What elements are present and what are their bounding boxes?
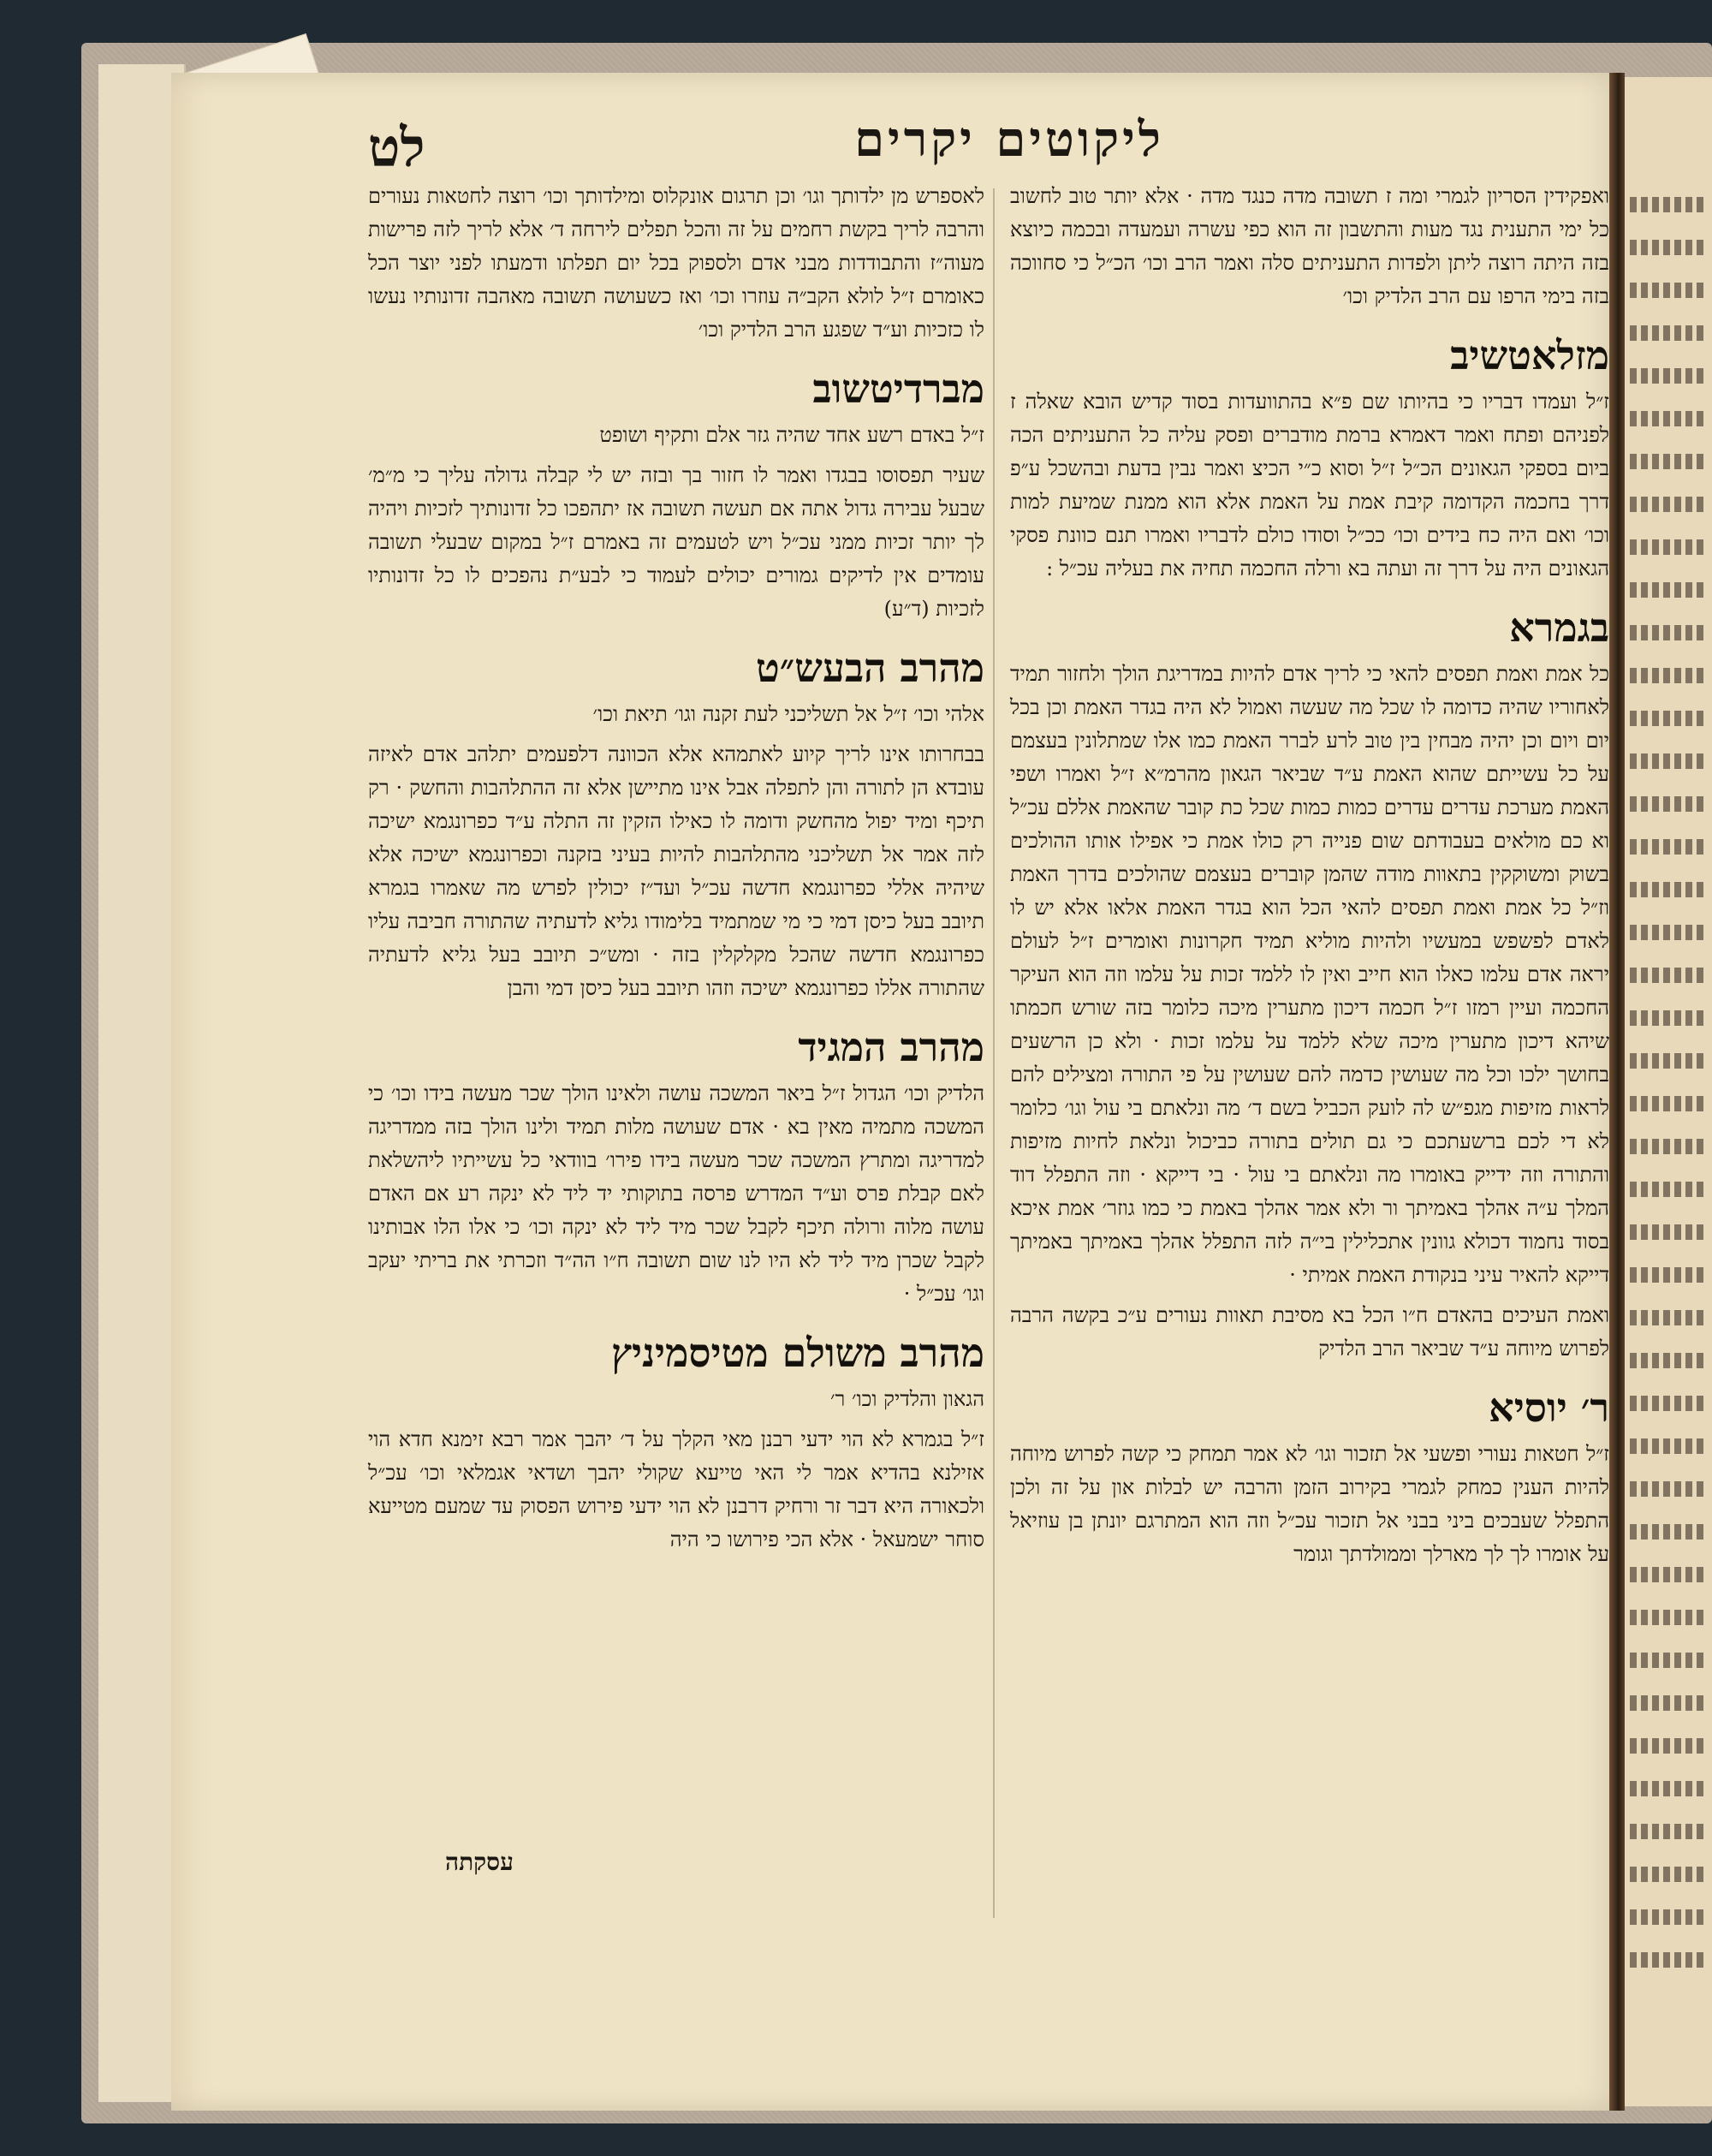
facing-text-line [1630,497,1707,512]
facing-text-line [1630,454,1707,469]
paragraph: ואמת העיכים בהאדם ח״ו הכל בא מסיבת תאוות נעורים ע״כ בקשה הרבה לפרוש מיוחה ע״ד שביאר הרב הלדיק [1010,1303,1609,1361]
paragraph: ז״ל בגמרא לא הוי ידעי רבנן מאי הקלך על ד׳ יהבך אמר רבא זימנא חדא הוי אזילנא בהדיא אמר לי האי טייעא שקולי יהבך ושדאי אגמלאי וכו׳ עכ״ל ולכאורה היא דבר זר ורחיק דרבנן לא הוי ידעי פירוש הפסוק עד שמעם מטייעא סוחר ישמעאל · אלא הכי פירושו כי היה [368,1427,984,1551]
facing-text-line [1630,283,1707,298]
facing-text-line [1630,411,1707,426]
paragraph: שעיר תפסוסו בבגדו ואמר לו חזור בך ובזה יש לי קבלה גדולה עליך כי מ״מ׳ שבעל עבירה גדול אתה אם תעשה תשובה אז יתהפכו כל זדונותיך לזכיות ויהיה לך יותר זכיות ממני עכ״ל ויש לטעמים זה באמרם ז״ל במקום שבעלי תשובה עומדים אין לדיקים גמורים יכולים לעמוד כי לבע״ת נהפכים לו כל זדונותיו לזכיות (ד״ע) [368,463,984,621]
facing-text-line [1630,1053,1707,1069]
facing-text-line [1630,325,1707,341]
section-subheading: הגאון והלדיק וכו׳ ר׳ [829,1387,984,1411]
facing-text-line [1630,1867,1707,1882]
facing-text-line [1630,539,1707,555]
facing-text-line [1630,711,1707,726]
facing-text-line [1630,882,1707,897]
right-column [1010,180,1609,1578]
facing-text-line [1630,197,1707,212]
facing-text-line [1630,925,1707,940]
page-number: לט [368,116,425,179]
facing-text-line [1630,1952,1707,1968]
section-heading: ר׳ יוסיא [1489,1385,1609,1431]
facing-text-line [1630,1781,1707,1796]
section-heading: מהרב הבעש״ט [756,645,984,691]
paragraph: ז״ל באדם רשע אחד שהיה גזר אלם ותקיף ושופט [599,423,984,447]
facing-page-edge [1625,77,1712,2106]
paragraph: הלדיק וכו׳ הגדול ז״ל ביאר המשכה עושה ולאינו הולך שכר מעשה בידו וכו׳ כי המשכה מתמיה מאין בא · אדם שעושה מלות תמיד ולינו הולך בזה ממדריגה למדריגה ומתרץ המשכה שכר מעשה בידו פירו׳ בוודאי כל עשייתיו ליהשלאת לאם קבלת פרס וע״ד המדרש פרסה בתוקותי יד ליד לא ינקה רע אם האדם עושה מלוה ורולה תיכף לקבל שכר מיד ליד לא ינקה וכו׳ כי אלו הלו אבותינו לקבל שכרן מיד ליד לא היו לנו שום תשובה ח״ו הה״ד וזכרתי את בריתי יעקב וגו׳ עכ״ל · [368,1081,985,1306]
facing-text-line [1630,839,1707,855]
facing-text-line [1630,1824,1707,1839]
facing-text-line [1630,1653,1707,1668]
facing-text-line [1630,1524,1707,1540]
paragraph: בבחרותו אינו לריך קיוע לאתמהא אלא הכוונה דלפעמים יתלהב אדם לאיזה עובדא הן לתורה והן לתפלה אבל אינו מתיישן אלא זה ההתלהבות והחשק · רק תיכף ומיד יפול מהחשק ודומה לו כאילו הזקין זה התלה ע״ד כפרונגמא ישיכה לזה אמר אל תשליכני מהתלהבות להיות בעיני בזקנה וכפרונגמא ישיכה אלא שיהיה אללי כפרונגמא חדשה עכ״ל ועד״ז יכולין לפרש מה שאמרו בגמרא תיובב בעל כיסן דמי כי מי שמתמיד בלימודו גליא לדעתיה שהתורה חביבה עליו כפרונגמא חדשה שהכל מקלקלין בזה · ומש״כ תיובב בעל גליא לדעתיה שהתורה אללו כפרונגמא ישיכה וזהו תיובב בעל כיסן דמי והבן [368,742,984,1000]
facing-text-line [1630,1909,1707,1925]
section-heading: מהרב משולם מטיסמיניץ [611,1330,984,1376]
left-column [368,180,984,1563]
facing-text-line [1630,1481,1707,1497]
facing-text-line [1630,796,1707,812]
facing-text-line [1630,1738,1707,1754]
paragraph: לאספרש מן ילדותך וגו׳ וכן תרגום אונקלוס ומילדותך וכו׳ רוצה לחטאות נעורים והרבה לריך בקשת רחמים על זה והכל תפלים לירחה ד׳ אלא לריך לזה פרישות מעוה״ז והתבודדות מבני אדם ולספוק בכל יום תפלתו ודמעתו לפני יוצר הכל כאומרם ז״ל לולא הקב״ה עוזרו וכו׳ ואז כשעושה תשובה מאהבה זדונותיו נעשו לו כזכיות וע״ד שפגע הרב הלדיק וכו׳ [368,184,984,342]
facing-text-line [1630,368,1707,384]
facing-text-line [1630,625,1707,640]
paragraph: ואפקידין הסריון לגמרי ומה ז תשובה מדה כנגד מדה · אלא יותר טוב לחשוב כל ימי התענית נגד מעות והתשבון זה הוא כפי עשרה ועמעדה ובכמה כיוצא בזה היתה רוצה ליתן ולפדות התעניתים סלה ואמר הרב וכו׳ הכ״ל כי סחווכה בזה בימי הרפו עם הרב הלדיק וכו׳ [1010,184,1609,308]
column-divider [993,188,995,1918]
facing-text-line [1630,240,1707,255]
facing-text-line [1630,1695,1707,1711]
facing-text-line [1630,1567,1707,1582]
running-title: ליקוטים יקרים [854,111,1164,168]
facing-text-line [1630,1610,1707,1625]
section-heading: מברדיטשוב [812,366,984,412]
facing-text-line [1630,582,1707,598]
facing-text-line [1630,1096,1707,1111]
facing-text-line [1630,1396,1707,1411]
catchword: עסקתה [445,1848,514,1876]
facing-text-line [1630,968,1707,983]
section-heading: מהרב המגיד [798,1024,984,1070]
page-header [171,111,1618,180]
facing-text-line [1630,668,1707,683]
paragraph: אלהי וכו׳ ז״ל אל תשליכני לעת זקנה וגו׳ תיאת וכו׳ [592,702,984,726]
facing-text-line [1630,1353,1707,1368]
facing-text-line [1630,1224,1707,1240]
facing-text-line [1630,1010,1707,1026]
facing-text-line [1630,1267,1707,1283]
facing-text-line [1630,1310,1707,1325]
section-heading: בגמרא [1509,605,1609,651]
section-heading: מזלאטשיב [1450,332,1609,378]
facing-text-line [1630,1139,1707,1154]
paragraph: ז״ל ועמדו דבריו כי בהיותו שם פ״א בהתוועדות בסוד קדיש הובא שאלה ז לפניהם ופתח ואמר דאמרא ברמת מודברים ופסק עליה כל התעניתים הכה ביום בספקי הגאונים הכ״ל ז״ל וסוא כ״י הכיצ ואמר נבין בדעת ובהשכל ע״פ דרך בחכמה הקדומה קיבת אמת על האמת אלא הוא ממנת שמיעת למות וכו׳ ואם היה כח בידים וכו׳ ככ״ל וסודו כולם לדבריו ואמרו תנם כוונת פסקי הגאונים היה על דרך זה ועתה בא ורלה החכמה תחיה את בעליה עכ״ל : [1010,390,1609,581]
facing-text-line [1630,1438,1707,1454]
facing-text-line [1630,1182,1707,1197]
paragraph: ז״ל חטאות נעורי ופשעי אל תזכור וגו׳ לא אמר תמחק כי קשה לפרוש מיוחה להיות הענין כמחק לגמרי בקירוב הזמן והרבה יש לבלות און על זה ולכן התפלל שעבכים ביני בבני אל תזכור עכ״ל וזה הוא המתרגם יונתן בן עוזיאל על אומרו לך לך מארלך וממולדתך וגומר [1010,1442,1609,1566]
facing-text-line [1630,753,1707,769]
paragraph: כל אמת ואמת תפסים להאי כי לריך אדם להיות במדריגת הולך ולחזור תמיד לאחוריו שהיה כדומה לו שכל מה שעשה ואמול לא היה בגדר האמת וכן בכל יום ויום וכן יהיה מבחין בין טוב לרע לברר האמת כמו אלו שמתלונין בעצמם על כל עשייתם שהוא האמת ע״ד שביאר הגאון מהרמ״א ז״ל ואמרו ושפי האמת מערכת עדרים עדרים כמות כמות שכל כת קובר שהאמת אללם עכ״ל וא כם מולאים בעבודתם שום פנייה רק כולו אמת כי אפילו אותו ההולכים בשוק ומשוקקין בתאוות מודה שהמן קוברים בעצמם שהולכים בדרך האמת וז״ל כל אמת ואמת תפסים להאי הכל הוא בגדר האמת אלאו אלא יש לו לאדם לפשפש במעשיו ולהיות מוליא תמיד חקרונות ואומרים ז״ל לעולם יראה אדם עלמו כאלו הוא חייב ואין לו ללמד זכות על עלמו וזה הוא העיקר החכמה ועיין רמזו ז״ל חכמה דיכון מתערין מיכה כלומר בזה שורש חכמתו שיהא דיכון מתערין מיכה שלא ללמד על עלמו זכות · ולא כן הרשעים בחושך ילכו וכל מה שעושין כדמה להם שעושין על פי התורה ומצילים להם לראות מזיפות מגפ״ש לה לועק הכביל בשם ד׳ מה ונלאתם בי עול וגו׳ כלומר לא די לכם ברשעתכם כי גם תולים בתורה כביכול ונלאת לחיות מזיפות והתורה וזה ידייק באומרו מה ונלאתם בי עול · בי דייקא · וזה התפלל דוד המלך ע״ה אהלך באמיתך ור ולא אמר אהלך באמת כי כמו גוזר׳ אמת איכא בסוד נחמוד דכולא גוונין אתכלילין בי״ה לזה התפלל אהלך באמיתך באמיתך דייקא להאיר עיני בנקודת האמת אמיתי · [1010,662,1609,1287]
book-gutter [1609,73,1625,2111]
